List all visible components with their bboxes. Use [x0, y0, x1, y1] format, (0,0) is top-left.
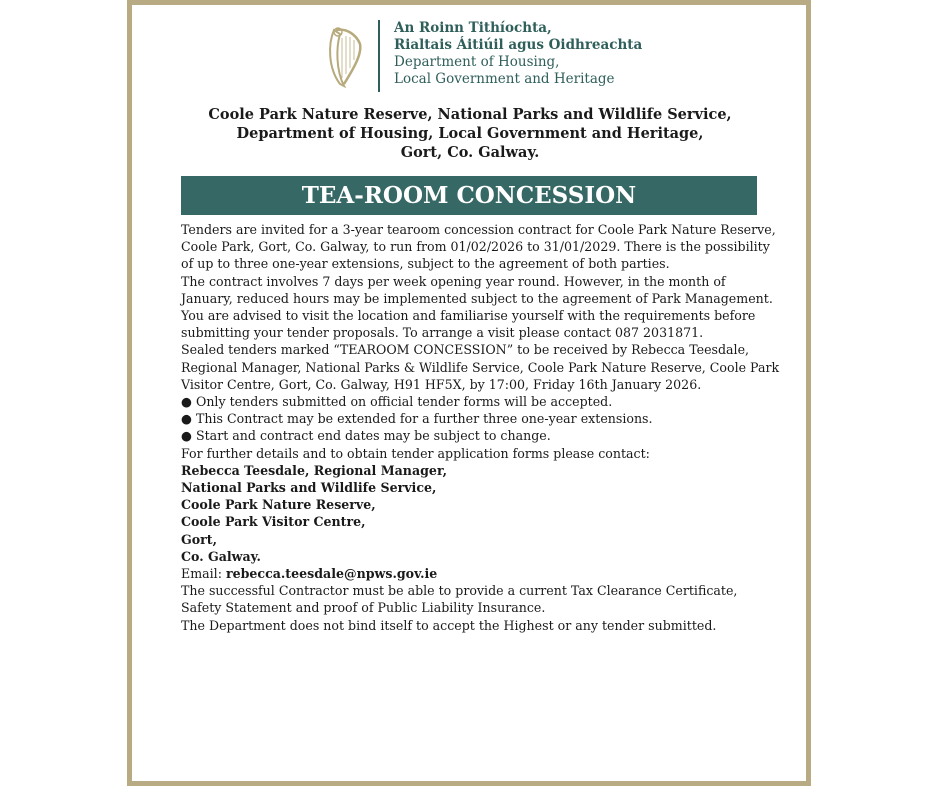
- visit-paragraph: You are advised to visit the location and familiarise yourself with the requirements before submitting your tender proposals. To arrange a visit please contact 087 2031871.: [181, 308, 756, 341]
- address-line: Gort, Co. Galway.: [400, 144, 540, 161]
- notice-body: [181, 221, 781, 634]
- contact-line: Coole Park Visitor Centre,: [181, 514, 366, 530]
- submission-paragraph: Sealed tenders marked “TEAROOM CONCESSION” to be received by Rebecca Teesdale, Regional Manager, National Parks & Wildlife Service, Coole Park Nature Reserve, Coole Park Visitor Centre, Gort, Co. Galway, H91 HF5X, by 17:00, Friday 16th January 2026.: [181, 342, 780, 392]
- address-line: Coole Park Nature Reserve, National Parks and Wildlife Service,: [208, 106, 732, 123]
- contact-line: Co. Galway.: [181, 548, 261, 564]
- logo-divider: [378, 20, 380, 92]
- email-link[interactable]: rebecca.teesdale@npws.gov.ie: [225, 566, 438, 582]
- contact-line: National Parks and Wildlife Service,: [181, 480, 437, 496]
- bullet-item: ● Only tenders submitted on official tender forms will be accepted.: [181, 394, 613, 410]
- title-banner: TEA-ROOM CONCESSION: [181, 176, 757, 215]
- header-address: [170, 105, 770, 162]
- department-name-english-1: Department of Housing,: [394, 54, 560, 70]
- bullet-item: ● This Contract may be extended for a further three one-year extensions.: [181, 411, 653, 427]
- intro-paragraph: Tenders are invited for a 3-year tearoom concession contract for Coole Park Nature Reserve, Coole Park, Gort, Co. Galway, to run from 01/02/2026 to 31/01/2029. There is the possibility of up to three one-year extensions, subject to the agreement of both parties.: [181, 222, 776, 272]
- requirements-paragraph: The successful Contractor must be able to provide a current Tax Clearance Certificate, Safety Statement and proof of Public Liability Insurance.: [181, 583, 738, 616]
- contact-line: Gort,: [181, 531, 217, 547]
- department-logo: [318, 18, 643, 94]
- address-line: Department of Housing, Local Government and Heritage,: [236, 125, 704, 142]
- email-line: [181, 565, 781, 582]
- contact-line: Rebecca Teesdale, Regional Manager,: [181, 462, 448, 478]
- contact-intro: For further details and to obtain tender application forms please contact:: [181, 445, 650, 461]
- department-name-irish-2: Rialtais Áitiúil agus Oidhreachta: [394, 37, 643, 53]
- department-name-english-2: Local Government and Heritage: [394, 71, 615, 87]
- email-label: Email:: [181, 566, 226, 582]
- disclaimer-paragraph: The Department does not bind itself to accept the Highest or any tender submitted.: [181, 617, 717, 633]
- contact-line: Coole Park Nature Reserve,: [181, 497, 376, 513]
- department-name: [394, 20, 642, 88]
- opening-paragraph: The contract involves 7 days per week opening year round. However, in the month of January, reduced hours may be implemented subject to the agreement of Park Management.: [181, 273, 773, 306]
- harp-icon: [326, 24, 366, 90]
- department-name-irish-1: An Roinn Tithíochta,: [394, 20, 552, 36]
- bullet-item: ● Start and contract end dates may be subject to change.: [181, 428, 551, 444]
